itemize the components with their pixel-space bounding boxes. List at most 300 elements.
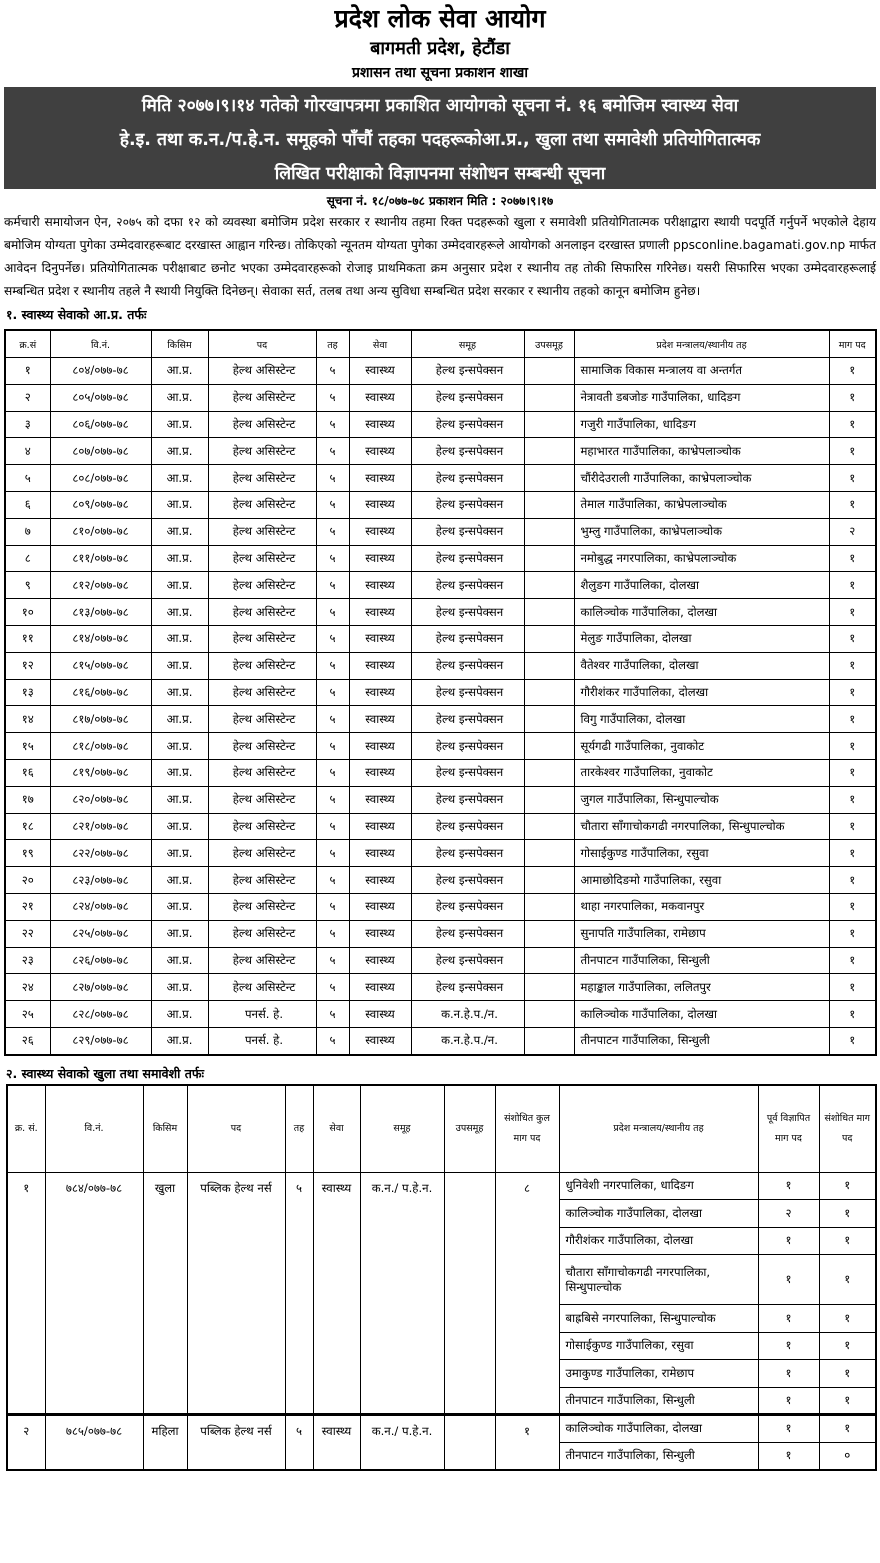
table-cell [524,867,574,894]
table-cell: १ [829,438,876,465]
table-cell [524,974,574,1001]
table-cell: ८२४/०७७-७८ [50,893,151,920]
table-cell: ५ [316,491,349,518]
table-cell: हेल्थ असिस्टेन्ट [208,491,316,518]
table-row [5,733,876,760]
table-cell: स्वास्थ्य [349,974,411,1001]
table-row [5,1027,876,1054]
group-type-cell: खुला [143,1172,187,1415]
table-cell: १ [829,867,876,894]
table-cell: ३ [5,411,50,438]
table-cell: पनर्स. हे. [208,1001,316,1028]
table-cell: २३ [5,947,50,974]
table-cell: हेल्थ असिस्टेन्ट [208,759,316,786]
org-name: प्रदेश लोक सेवा आयोग [334,4,546,33]
table-cell: स्वास्थ्य [349,599,411,626]
table-cell: हेल्थ इन्सपेक्सन [411,518,524,545]
section-1-header-cell: प्रदेश मन्त्रालय/स्थानीय तह [574,330,829,358]
office-cell: कालिञ्चोक गाउँपालिका, दोलखा [559,1200,758,1228]
table-cell: महाङ्काल गाउँपालिका, ललितपुर [574,974,829,1001]
table-cell: ८१०/०७७-७८ [50,518,151,545]
table-cell: हेल्थ इन्सपेक्सन [411,733,524,760]
table-cell: हेल्थ इन्सपेक्सन [411,920,524,947]
table-row [7,1415,876,1443]
table-cell: आ.प्र. [151,411,208,438]
table-cell: ८१४/०७७-७८ [50,625,151,652]
table-cell: ५ [316,840,349,867]
table-cell: हेल्थ इन्सपेक्सन [411,652,524,679]
table-cell [524,518,574,545]
table-cell: शैलुङग गाउँपालिका, दोलखा [574,572,829,599]
office-cell: बाह्रबिसे नगरपालिका, सिन्धुपाल्चोक [559,1305,758,1333]
table-cell: हेल्थ असिस्टेन्ट [208,384,316,411]
table-cell: १ [5,358,50,385]
table-cell: मेलुङ गाउँपालिका, दोलखा [574,625,829,652]
table-cell: १ [829,947,876,974]
group-service-cell: स्वास्थ्य [313,1415,360,1470]
revised-demand-cell: १ [819,1415,876,1443]
previous-demand-cell: १ [758,1332,819,1360]
table-cell: ५ [316,358,349,385]
section-1-header-cell: सेवा [349,330,411,358]
table-cell: हेल्थ इन्सपेक्सन [411,599,524,626]
table-row [5,518,876,545]
section-2-header-cell: तह [285,1085,313,1173]
table-cell: ८०५/०७७-७८ [50,384,151,411]
table-cell: २१ [5,893,50,920]
banner-line-3: लिखित परीक्षाको विज्ञापनमा संशोधन सम्बन्धी सूचना [274,164,606,184]
table-cell: सूर्यगढी गाउँपालिका, नुवाकोट [574,733,829,760]
previous-demand-cell: १ [758,1255,819,1305]
revised-demand-cell: १ [819,1227,876,1255]
table-cell: स्वास्थ्य [349,518,411,545]
table-cell: ५ [316,974,349,1001]
previous-demand-cell: १ [758,1415,819,1443]
office-cell: तीनपाटन गाउँपालिका, सिन्धुली [559,1442,758,1470]
table-cell: हेल्थ असिस्टेन्ट [208,625,316,652]
table-cell [524,652,574,679]
table-cell: आ.प्र. [151,438,208,465]
table-cell: ५ [316,679,349,706]
table-cell: नेत्रावती डबजोङ गाउँपालिका, धादिङग [574,384,829,411]
table-cell: ५ [316,893,349,920]
table-cell: आ.प्र. [151,465,208,492]
table-cell [524,920,574,947]
table-cell: गौरीशंकर गाउँपालिका, दोलखा [574,679,829,706]
revised-demand-cell: १ [819,1255,876,1305]
table-cell: आ.प्र. [151,491,208,518]
table-cell: हेल्थ असिस्टेन्ट [208,465,316,492]
table-row [5,1001,876,1028]
table-row [5,679,876,706]
revised-demand-cell: १ [819,1200,876,1228]
table-row [5,893,876,920]
table-cell: १ [829,491,876,518]
table-cell: ५ [316,518,349,545]
table-cell: तेमाल गाउँपालिका, काभ्रेपलाञ्चोक [574,491,829,518]
table-cell: १ [829,358,876,385]
table-cell: ८१९/०७७-७८ [50,759,151,786]
group-post-cell: पब्लिक हेल्थ नर्स [187,1415,285,1470]
table-cell: स्वास्थ्य [349,625,411,652]
table-row [5,706,876,733]
table-cell: ८२३/०७७-७८ [50,867,151,894]
table-cell: हेल्थ असिस्टेन्ट [208,572,316,599]
table-cell [524,599,574,626]
table-cell: ८०९/०७७-७८ [50,491,151,518]
table-cell: विगु गाउँपालिका, दोलखा [574,706,829,733]
table-cell: ८१२/०७७-७८ [50,572,151,599]
group-subgroup-cell [444,1415,495,1470]
table-row [5,465,876,492]
office-cell: उमाकुण्ड गाउँपालिका, रामेछाप [559,1360,758,1388]
banner-line-2: हे.इ. तथा क.न./प.हे.न. समूहको पाँचौं तहका पदहरूकोआ.प्र., खुला तथा समावेशी प्रतियोगितात्मक [119,130,761,150]
table-row [5,599,876,626]
table-cell: आ.प्र. [151,599,208,626]
table-cell: जुगल गाउँपालिका, सिन्धुपाल्चोक [574,786,829,813]
table-cell [524,679,574,706]
section-1-title: १. स्वास्थ्य सेवाको आ.प्र. तर्फः [6,307,147,322]
table-cell: ९ [5,572,50,599]
table-cell: स्वास्थ्य [349,893,411,920]
branch-name: प्रशासन तथा सूचना प्रकाशन शाखा [351,65,528,81]
table-cell: ५ [316,733,349,760]
table-row [5,840,876,867]
table-cell: ८०७/०७७-७८ [50,438,151,465]
table-cell: ८२६/०७७-७८ [50,947,151,974]
table-cell: हेल्थ असिस्टेन्ट [208,438,316,465]
table-cell [524,759,574,786]
table-cell: ८०४/०७७-७८ [50,358,151,385]
section-1-header-cell: किसिम [151,330,208,358]
group-revised-total-cell: १ [495,1415,559,1470]
group-level-cell: ५ [285,1172,313,1415]
table-cell: ४ [5,438,50,465]
table-cell: हेल्थ इन्सपेक्सन [411,974,524,1001]
table-cell: स्वास्थ्य [349,920,411,947]
table-cell [524,840,574,867]
table-cell: आ.प्र. [151,625,208,652]
table-cell: ८०८/०७७-७८ [50,465,151,492]
office-cell: चौतारा साँगाचोकगढी नगरपालिका, सिन्धुपाल्चोक [559,1255,758,1305]
section-2-header-cell: पद [187,1085,285,1173]
table-cell: आ.प्र. [151,572,208,599]
notice-banner [4,87,876,189]
table-cell: हेल्थ असिस्टेन्ट [208,920,316,947]
table-cell: हेल्थ असिस्टेन्ट [208,358,316,385]
section-1-header-cell: तह [316,330,349,358]
group-revised-total-cell: ८ [495,1172,559,1415]
table-cell: कालिञ्चोक गाउँपालिका, दोलखा [574,1001,829,1028]
table-row [5,384,876,411]
table-cell: १ [829,465,876,492]
previous-demand-cell: १ [758,1227,819,1255]
table-cell: हेल्थ असिस्टेन्ट [208,545,316,572]
table-cell: स्वास्थ्य [349,1001,411,1028]
table-cell: आ.प्र. [151,759,208,786]
table-cell: १ [829,1001,876,1028]
table-cell: आ.प्र. [151,920,208,947]
table-cell: ५ [316,786,349,813]
table-row [5,411,876,438]
table-cell: स्वास्थ्य [349,491,411,518]
section-2-header-cell: संशोधित कुल माग पद [495,1085,559,1173]
table-cell: आ.प्र. [151,1027,208,1054]
table-row [5,947,876,974]
table-cell: स्वास्थ्य [349,411,411,438]
table-cell: चौतारा साँगाचोकगढी नगरपालिका, सिन्धुपाल्चोक [574,813,829,840]
table-cell: ५ [316,599,349,626]
section-1-header-cell: क्र.सं [5,330,50,358]
table-cell [524,572,574,599]
table-cell: आ.प्र. [151,1001,208,1028]
table-cell: हेल्थ इन्सपेक्सन [411,465,524,492]
table-cell: १ [829,652,876,679]
table-cell: ८२८/०७७-७८ [50,1001,151,1028]
office-cell: गौरीशंकर गाउँपालिका, दोलखा [559,1227,758,1255]
table-cell: ८२५/०७७-७८ [50,920,151,947]
table-cell: हेल्थ असिस्टेन्ट [208,518,316,545]
table-cell: १४ [5,706,50,733]
table-cell: आ.प्र. [151,786,208,813]
table-cell: हेल्थ इन्सपेक्सन [411,813,524,840]
group-sn-cell: २ [7,1415,45,1470]
table-cell: ८१५/०७७-७८ [50,652,151,679]
table-cell: २६ [5,1027,50,1054]
table-cell: हेल्थ असिस्टेन्ट [208,652,316,679]
section-2-header-cell: उपसमूह [444,1085,495,1173]
table-row [5,358,876,385]
table-cell: १ [829,411,876,438]
table-cell: १ [829,813,876,840]
table-cell: १ [829,786,876,813]
table-cell: १ [829,384,876,411]
table-cell: हेल्थ इन्सपेक्सन [411,840,524,867]
table-cell: ५ [316,625,349,652]
banner-line-1: मिति २०७७।९।१४ गतेको गोरखापत्रमा प्रकाशित आयोगको सूचना नं. १६ बमोजिम स्वास्थ्य सेवा [141,96,739,116]
table-cell: ८२०/०७७-७८ [50,786,151,813]
table-cell: ८२१/०७७-७८ [50,813,151,840]
table-cell: स्वास्थ्य [349,786,411,813]
table-cell: हेल्थ इन्सपेक्सन [411,572,524,599]
table-cell: तारकेश्वर गाउँपालिका, नुवाकोट [574,759,829,786]
table-cell: १ [829,1027,876,1054]
table-cell: ८१६/०७७-७८ [50,679,151,706]
table-cell: हेल्थ असिस्टेन्ट [208,411,316,438]
table-cell: स्वास्थ्य [349,358,411,385]
table-row [5,491,876,518]
table-cell: हेल्थ इन्सपेक्सन [411,438,524,465]
table-cell: आ.प्र. [151,840,208,867]
table-row [5,572,876,599]
table-cell: हेल्थ इन्सपेक्सन [411,625,524,652]
table-cell: हेल्थ इन्सपेक्सन [411,384,524,411]
table-cell: १ [829,679,876,706]
table-cell [524,1027,574,1054]
table-cell: २० [5,867,50,894]
table-cell: १३ [5,679,50,706]
table-cell [524,465,574,492]
table-cell: महाभारत गाउँपालिका, काभ्रेपलाञ्चोक [574,438,829,465]
previous-demand-cell: १ [758,1172,819,1200]
table-cell: स्वास्थ्य [349,733,411,760]
section-2-title: २. स्वास्थ्य सेवाको खुला तथा समावेशी तर्फः [6,1065,204,1081]
province-name: बागमती प्रदेश, हेटौंडा [370,38,510,59]
table-cell: स्वास्थ्य [349,759,411,786]
table-cell: स्वास्थ्य [349,706,411,733]
table-cell [524,491,574,518]
table-cell: आ.प्र. [151,358,208,385]
revised-demand-cell: १ [819,1172,876,1200]
table-cell: आ.प्र. [151,518,208,545]
table-cell: हेल्थ असिस्टेन्ट [208,786,316,813]
table-cell: १ [829,599,876,626]
table-cell [524,384,574,411]
table-cell: ५ [316,759,349,786]
group-post-cell: पब्लिक हेल्थ नर्स [187,1172,285,1415]
table-cell: हेल्थ असिस्टेन्ट [208,947,316,974]
table-cell: गोसाईकुण्ड गाउँपालिका, रसुवा [574,840,829,867]
table-cell [524,786,574,813]
previous-demand-cell: १ [758,1360,819,1388]
revised-demand-cell: १ [819,1305,876,1333]
table-cell [524,706,574,733]
table-cell: कालिञ्चोक गाउँपालिका, दोलखा [574,599,829,626]
section-1-header-cell: माग पद [829,330,876,358]
table-cell: ५ [316,411,349,438]
table-cell: ११ [5,625,50,652]
revised-demand-cell: १ [819,1387,876,1415]
table-cell: स्वास्थ्य [349,438,411,465]
table-cell [524,438,574,465]
table-cell: स्वास्थ्य [349,867,411,894]
table-cell: हेल्थ असिस्टेन्ट [208,893,316,920]
table-row [5,545,876,572]
table-row [5,974,876,1001]
table-cell: ८१८/०७७-७८ [50,733,151,760]
table-cell: २५ [5,1001,50,1028]
group-group-cell: क.न./ प.हे.न. [360,1172,444,1415]
table-cell: ५ [316,1027,349,1054]
table-cell: स्वास्थ्य [349,572,411,599]
table-cell: १ [829,625,876,652]
table-cell [524,625,574,652]
table-cell [524,358,574,385]
table-cell: आ.प्र. [151,813,208,840]
table-cell: १ [829,733,876,760]
section-1-body [5,358,876,1055]
table-cell: ७ [5,518,50,545]
office-cell: कालिञ्चोक गाउँपालिका, दोलखा [559,1415,758,1443]
previous-demand-cell: १ [758,1442,819,1470]
table-cell: ८ [5,545,50,572]
table-cell: हेल्थ असिस्टेन्ट [208,974,316,1001]
table-cell: ५ [316,652,349,679]
table-cell: १० [5,599,50,626]
table-cell: स्वास्थ्य [349,813,411,840]
table-cell: हेल्थ असिस्टेन्ट [208,867,316,894]
section-2-header-cell: पूर्व विज्ञापित माग पद [758,1085,819,1173]
table-cell: ८२२/०७७-७८ [50,840,151,867]
table-row [5,786,876,813]
table-cell: सुनापति गाउँपालिका, रामेछाप [574,920,829,947]
table-row [5,759,876,786]
table-cell: ८२९/०७७-७८ [50,1027,151,1054]
table-cell: स्वास्थ्य [349,545,411,572]
table-cell: ६ [5,491,50,518]
section-1-header-cell: उपसमूह [524,330,574,358]
table-cell: आ.प्र. [151,706,208,733]
table-cell: नमोबुद्ध नगरपालिका, काभ्रेपलाञ्चोक [574,545,829,572]
table-cell [524,1001,574,1028]
table-row [7,1172,876,1200]
table-cell [524,813,574,840]
table-cell: हेल्थ इन्सपेक्सन [411,947,524,974]
table-cell: स्वास्थ्य [349,679,411,706]
section-1-header-cell: वि.नं. [50,330,151,358]
table-cell: स्वास्थ्य [349,384,411,411]
table-row [5,625,876,652]
table-row [5,867,876,894]
table-cell: गजुरी गाउँपालिका, धादिङग [574,411,829,438]
table-cell [524,947,574,974]
previous-demand-cell: १ [758,1387,819,1415]
table-row [5,813,876,840]
table-cell: १६ [5,759,50,786]
table-cell: १२ [5,652,50,679]
table-cell: हेल्थ इन्सपेक्सन [411,545,524,572]
table-cell: १७ [5,786,50,813]
table-cell [524,545,574,572]
table-cell: १ [829,920,876,947]
table-cell: चौंरीदेउराली गाउँपालिका, काभ्रेपलाञ्चोक [574,465,829,492]
table-cell: ५ [316,545,349,572]
table-cell: ५ [316,947,349,974]
section-2-header-cell: प्रदेश मन्त्रालय/स्थानीय तह [559,1085,758,1173]
table-cell: हेल्थ इन्सपेक्सन [411,411,524,438]
group-adv-no-cell: ७८५/०७७-७८ [45,1415,143,1470]
table-cell: स्वास्थ्य [349,840,411,867]
section-2-header-row [7,1085,876,1173]
table-cell: ५ [316,920,349,947]
table-cell: ५ [316,813,349,840]
table-cell: हेल्थ इन्सपेक्सन [411,358,524,385]
table-cell: ५ [316,706,349,733]
table-cell: १८ [5,813,50,840]
group-adv-no-cell: ७८४/०७७-७८ [45,1172,143,1415]
table-cell: ८२७/०७७-७८ [50,974,151,1001]
table-cell: हेल्थ असिस्टेन्ट [208,599,316,626]
table-cell: स्वास्थ्य [349,652,411,679]
table-cell: आमाछोदिङमो गाउँपालिका, रसुवा [574,867,829,894]
section-1-header-row [5,330,876,358]
table-cell: स्वास्थ्य [349,465,411,492]
revised-demand-cell: १ [819,1332,876,1360]
section-2-body [7,1172,876,1470]
table-cell: १ [829,840,876,867]
previous-demand-cell: १ [758,1305,819,1333]
table-cell: आ.प्र. [151,384,208,411]
table-cell: ५ [316,572,349,599]
table-cell: १ [829,893,876,920]
table-cell: ५ [316,1001,349,1028]
table-cell: वैतेश्वर गाउँपालिका, दोलखा [574,652,829,679]
table-cell: हेल्थ असिस्टेन्ट [208,813,316,840]
office-cell: धुनिवेशी नगरपालिका, धादिङग [559,1172,758,1200]
table-cell: २२ [5,920,50,947]
notice-number: सूचना नं. १८/०७७-७८ प्रकाशन मिति : २०७७।९।१७ [326,194,554,208]
table-row [5,920,876,947]
